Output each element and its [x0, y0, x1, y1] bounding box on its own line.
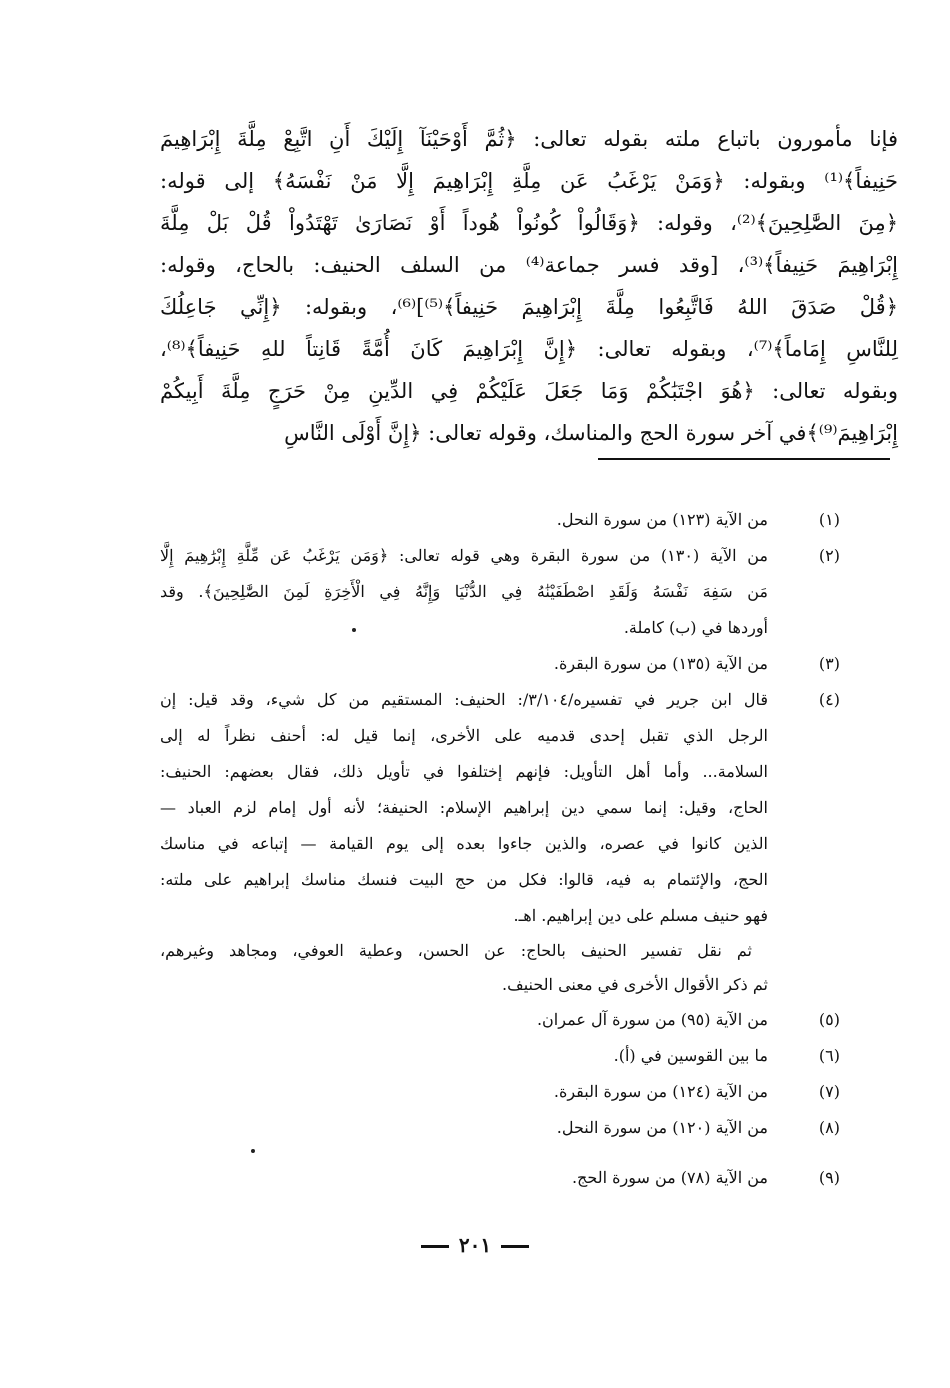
main-text-line: لِلنَّاسِ إِمَاماً﴾⁽⁷⁾، وبقوله تعالى: ﴿إِنَّ إِبْرَاهِيمَ كَانَ أُمَّةً قَانِتاً للهِ حَنِيفاً﴾⁽⁸⁾،	[160, 337, 898, 361]
page-number-value: ٢٠١	[458, 1233, 492, 1257]
footnote-4-continuation	[160, 934, 840, 1002]
footnote-2	[160, 538, 840, 646]
footnote-text: الحاج، وقيل: إنما سمي دين إبراهيم الإسلام: الحنيفة؛ لأنه أول إمام لزم العباد —	[160, 798, 768, 817]
footnote-text: من الآية (١٢٣) من سورة النحل.	[556, 510, 768, 529]
footnote-number: (٤)	[818, 690, 840, 709]
page-number	[0, 1233, 950, 1257]
footnote-text: من الآية (١٣٠) من سورة البقرة وهي قوله تعالى: ﴿وَمَن يَرْغَبُ عَن مِّلَّةِ إِبْرَٰهِيمَ إِلَّا	[160, 546, 768, 565]
footnote-number: (٦)	[818, 1046, 840, 1065]
page-number-dash	[501, 1245, 529, 1248]
main-text-line: إِبْرَاهِيمَ حَنِيفاً﴾⁽³⁾، [وقد فسر جماعة⁽⁴⁾ من السلف الحنيف: بالحاج، وقوله:	[160, 253, 898, 277]
footnote-text: الرجل الذي تقبل إحدى قدميه على الأخرى، إنما قيل له: أحنف نظراً له إلى	[160, 726, 768, 745]
footnote-6	[160, 1038, 840, 1074]
footnote-text: من الآية (١٢٠) من سورة النحل.	[556, 1118, 768, 1137]
footnote-text: من الآية (٧٨) من سورة الحج.	[571, 1168, 768, 1187]
main-text-line: وبقوله تعالى: ﴿هُوَ اجْتَبَٰكُمْ وَمَا جَعَلَ عَلَيْكُمْ فِي الدِّينِ مِنْ حَرَجٍ مِلَّةَ أَبِيكُمْ	[160, 379, 898, 403]
footnote-text: ما بين القوسين في (أ).	[613, 1046, 768, 1065]
footnote-text: من الآية (١٣٥) من سورة البقرة.	[553, 654, 768, 673]
footnote-8	[160, 1110, 840, 1146]
main-text-line: فإنا مأمورون باتباع ملته بقوله تعالى: ﴿ثُمَّ أَوْحَيْنَآ إِلَيْكَ أَنِ اتَّبِعْ مِلَّةَ إِبْرَاهِيمَ	[160, 127, 898, 151]
footnote-text: أوردها في (ب) كاملة.	[623, 618, 768, 637]
main-text-block	[160, 118, 898, 454]
footnote-text: ثم ذكر الأقوال الأخرى في معنى الحنيف.	[502, 975, 768, 994]
main-text-line: إِبْرَاهِيمَ⁽⁹⁾﴾في آخر سورة الحج والمناسك، وقوله تعالى: ﴿إِنَّ أَوْلَى النَّاسِ	[284, 421, 898, 445]
footnote-text: من الآية (١٢٤) من سورة البقرة.	[553, 1082, 768, 1101]
footnote-text: الحج، والإئتمام به فيه، قالوا: فكل من حج البيت فنسك مناسك إبراهيم على ملته:	[160, 870, 769, 889]
scan-speck	[352, 628, 356, 632]
footnote-number: (٨)	[818, 1118, 840, 1137]
footnote-number: (٧)	[818, 1082, 840, 1101]
footnote-text: قال ابن جرير في تفسيره/٣/١٠٤/: الحنيف: المستقيم من كل شيء، وقد قيل: إن	[160, 690, 768, 709]
footnote-divider	[598, 458, 890, 460]
footnote-4	[160, 682, 840, 934]
footnote-number: (٢)	[818, 546, 840, 565]
footnote-number: (٥)	[818, 1010, 840, 1029]
footnotes	[160, 502, 840, 1196]
footnote-number: (٣)	[818, 654, 840, 673]
footnote-text: فهو حنيف مسلم على دين إبراهيم. اهـ.	[513, 906, 768, 925]
main-text-line: حَنِيفاً﴾⁽¹⁾ وبقوله: ﴿وَمَنْ يَرْغَبُ عَن مِلَّةِ إِبْرَاهِيمَ إِلَّا مَنْ نَفْسَهُ﴾ إلى قوله:	[160, 169, 898, 193]
main-text-line: ﴿مِنَ الصَّٰلِحِينَ﴾⁽²⁾، وقوله: ﴿وَقَالُواْ كُونُواْ هُوداً أَوْ نَصَارَىٰ تَهْتَدُواْ قُلْ بَلْ مِلَّةَ	[160, 211, 898, 235]
main-text-line: ﴿قُلْ صَدَقَ اللهُ فَاتَّبِعُوا مِلَّةَ إِبْرَاهِيمَ حَنِيفاً﴾⁽⁵⁾]⁽⁶⁾، وبقوله: ﴿إِنِّي جَاعِلُكَ	[160, 295, 898, 319]
footnote-5	[160, 1002, 840, 1038]
footnote-7	[160, 1074, 840, 1110]
footnote-9	[160, 1160, 840, 1196]
footnote-3	[160, 646, 840, 682]
footnote-text: ثم نقل تفسير الحنيف بالحاج: عن الحسن، وعطية العوفي، ومجاهد وغيرهم،	[160, 941, 752, 960]
page-number-dash	[421, 1245, 449, 1248]
footnote-text: الذين كانوا في عصره، والذين جاءوا بعده إلى يوم القيامة — إتباعه في مناسك	[160, 834, 768, 853]
footnote-1	[160, 502, 840, 538]
footnote-number: (١)	[818, 510, 840, 529]
scan-speck	[251, 1149, 255, 1153]
footnote-text: السلامة... وأما أهل التأويل: فإنهم إختلفوا في تأويل ذلك، فقال بعضهم: الحنيف:	[160, 762, 768, 781]
footnote-text: مَن سَفِهَ نَفْسَهُ وَلَقَدِ اصْطَفَيْنَٰهُ فِي الدُّنْيَا وَإِنَّهُ فِي الْأَخِرَةِ لَمِنَ الصَّٰلِحِينَ﴾. وقد	[160, 582, 768, 601]
footnote-number: (٩)	[818, 1168, 840, 1187]
footnote-text: من الآية (٩٥) من سورة آل عمران.	[536, 1010, 768, 1029]
